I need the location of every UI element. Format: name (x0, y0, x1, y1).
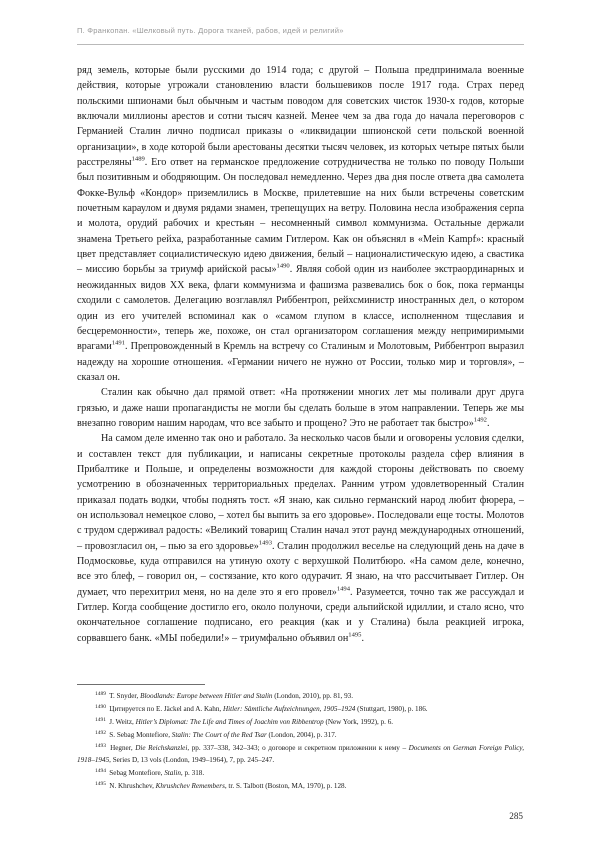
footnote-reference[interactable]: 1492 (473, 416, 487, 424)
footnote-reference[interactable]: 1491 (111, 339, 125, 347)
header-divider-rule (77, 44, 524, 45)
citation-title: Hitler’s Diplomat: The Life and Times of Joachim von Ribbentrop (135, 718, 324, 727)
footnote-entry: $^{1494}$ Sebag Montefiore, Stalin, p. 318. (95, 767, 205, 778)
citation-title: Stalin (164, 769, 181, 778)
footnote-entry: $^{1492}$ S. Sebag Montefiore, Stalin: The Court of the Red Tsar (London, 2004), p. 317. (95, 729, 337, 740)
page-number: 285 (509, 811, 523, 821)
running-header (77, 26, 524, 36)
footnote-reference[interactable]: 1489 (131, 155, 145, 163)
citation-title: Hitler: Sämtliche Aufzeichnungen, 1905–1924 (223, 705, 356, 714)
footnote-number: 1492 (95, 729, 106, 736)
footnotes-block (77, 684, 524, 794)
footnote-number: 1495 (95, 780, 106, 787)
footnote-reference[interactable]: 1495 (348, 631, 362, 639)
footnote-number: 1490 (95, 703, 106, 710)
footnote-entry: $^{1489}$ T. Snyder, Bloodlands: Europe between Hitler and Stalin (London, 2010), pp. 81, 93. (95, 690, 354, 700)
footnote-reference[interactable]: 1490 (276, 263, 290, 271)
footnote-list (77, 691, 524, 793)
body-paragraph: Сталин как обычно дал прямой ответ: «На протяжении многих лет мы поливали друг друга грязью, и даже наши пропагандисты не могли бы сделать больше в этом направлении. Теперь же мы внезапно говорим нашим народам, что все забыто и прощено? Это не работает так быстро»$^{1492}$. (77, 387, 524, 429)
citation-title: Die Reichskanzlei (135, 744, 188, 753)
footnote-reference[interactable]: 1494 (336, 585, 351, 593)
footnote-number: 1489 (95, 690, 106, 697)
footnote-entry: $^{1493}$ Hegner, Die Reichskanzlei, pp. 337–338, 342–343; о договоре и секретном приложении к нему – Documents on German Foreign Policy, 1918–1945, Series D, 13 vols (London, 1949–1964), 7, pp. 245–247. (77, 743, 524, 764)
citation-title: Khrushchev Remembers (155, 782, 225, 791)
body-text-column (77, 63, 524, 646)
footnote-number: 1494 (95, 767, 106, 774)
footnote-number: 1493 (95, 743, 106, 749)
footnote-reference[interactable]: 1493 (258, 539, 272, 547)
running-header-title: П. Франкопан. «Шелковый путь. Дорога тканей, рабов, идей и религий» (77, 26, 344, 35)
footnote-entry: $^{1495}$ N. Khrushchev, Khrushchev Remembers, tr. S. Talbott (Boston, MA, 1970), p. 128. (95, 780, 347, 791)
citation-title: Documents on German Foreign Policy, 1918–1945 (77, 744, 524, 764)
body-paragraph: На самом деле именно так оно и работало. За несколько часов были и оговорены условия сделки, и составлен текст для публикации, и написаны секретные протоколы раздела сфер влияния в Прибалтике и Польше, и определены возможности для каждой стороны действовать по своему усмотрению в обозначенных территориальных пределах. Ранним утром удовлетворенный Сталин приказал подать водки, чтобы поднять тост. «Я знаю, как сильно германский народ любит фюрера, – он использовал немецкое слово, – хотел бы выпить за его здоровье». Последовали еще тосты. Молотов с трудом сдерживал радость: «Великий товарищ Сталин начал этот раунд международных отношений, – провозгласил он, – пью за его здоровье»$^{1493}$. Сталин продолжил веселье на следующий день на даче в Подмосковье, куда отправился на утиную охоту с верхушкой Политбюро. «На самом деле, конечно, все это блеф, – говорил он, – состязание, кто кого одурачит. Я знаю, на что рассчитывает Гитлер. Он думает, что перехитрил меня, но на деле это я его провел»$^{1494}$. Разумеется, точно так же рассуждал и Гитлер. Когда сообщение достигло его, около полуночи, среди альпийской идиллии, и стало ясно, что окончательное соглашение подписано, его реакция (как и у Сталина) была реакцией игрока, сорвавшего банк. «МЫ победили!» – триумфально объявил он$^{1495}$. (77, 433, 524, 644)
citation-title: Stalin: The Court of the Red Tsar (171, 731, 267, 740)
footnote-number: 1491 (95, 716, 106, 723)
body-paragraph: ряд земель, которые были русскими до 1914 года; с другой – Польша предпринимала военные действия, которые угрожали становлению власти большевиков после 1917 года. Страх перед польскими шпионами был обычным и частым поводом для советских чисток 1930-х годов, которые включали миллионы арестов и сотни тысяч казней. Менее чем за два года до начала переговоров с Германией Сталин лично подписал приказы о «ликвидации шпионской сети польской военной организации», в ходе которой были арестованы десятки тысяч человек, из которых четыре пятых были расстреляны$^{1489}$. Его ответ на германское предложение сотрудничества не только по поводу Польши был позитивным и ободряющим. Он последовал немедленно. Через два дня после ответа два самолета Фокке-Вульф «Кондор» приземлились в Москве, прилетевшие на них были встречены советским почетным караулом и двумя рядами знамен, трепещущих на ветру. Половина несла изображения серпа и молота, орудий рабочих и крестьян – несомненный символ коммунизма. Остальные держали знамена Третьего рейха, разработанные самим Гитлером. Как он объяснял в «Mein Kampf»: красный цвет представляет социалистическую идею движения, белый – националистическую идею, а свастика – миссию борьбы за триумф арийской расы»$^{1490}$. Являя собой один из наиболее экстраординарных и неожиданных видов XX века, флаги коммунизма и фашизма развевались бок о бок, пока германцы сходили с самолетов. Делегацию возглавлял Риббентроп, рейхсминистр иностранных дел, о котором один из его учителей вспоминал как о «самом глупом в классе, исполненном тщеславия и бесцеремонности», теперь же, похоже, он стал организатором соглашения между непримиримыми врагами$^{1491}$. Препровожденный в Кремль на встречу со Сталиным и Молотовым, Риббентроп выразил надежду на хорошие отношения. «Германии ничего не нужно от России, только мир и торговля», – сказал он. (77, 65, 524, 383)
footnote-separator-rule (77, 684, 205, 685)
citation-title: Bloodlands: Europe between Hitler and Stalin (140, 692, 273, 700)
footnote-entry: $^{1490}$ Цитируется по E. Jäckel and A. Kahn, Hitler: Sämtliche Aufzeichnungen, 1905–1924 (Stuttgart, 1980), p. 186. (95, 703, 428, 714)
footnote-entry: $^{1491}$ J. Weitz, Hitler’s Diplomat: The Life and Times of Joachim von Ribbentrop (New York, 1992), p. 6. (95, 716, 394, 727)
